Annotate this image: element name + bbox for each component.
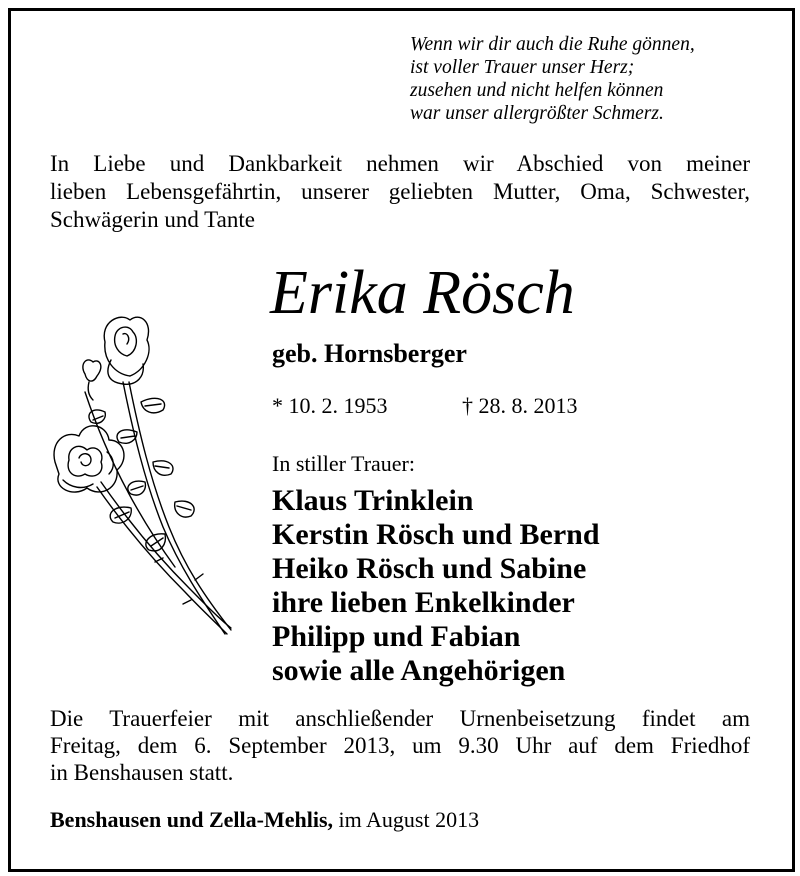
maiden-name: geb. Hornsberger: [272, 339, 467, 368]
mourner: Heiko Rösch und Sabine: [272, 552, 587, 585]
rose-icon: [45, 312, 235, 642]
poem-line: zusehen und nicht helfen können: [410, 80, 664, 101]
place-date-line: [50, 806, 479, 834]
poem-line: Wenn wir dir auch die Ruhe gönnen,: [410, 34, 695, 55]
mourner: ihre lieben Enkelkinder: [272, 586, 575, 619]
mourner: Kerstin Rösch und Bernd: [272, 518, 600, 551]
funeral-line: Freitag, dem 6. September 2013, um 9.30 Uhr auf dem Friedhof: [50, 733, 750, 758]
mourners-list: [272, 484, 600, 688]
intro-text: [50, 150, 750, 234]
death-date: † 28. 8. 2013: [462, 393, 578, 418]
mourner: sowie alle Angehörigen: [272, 654, 566, 687]
birth-date: * 10. 2. 1953: [272, 393, 388, 418]
funeral-line: in Benshausen statt.: [50, 760, 234, 785]
funeral-info: [50, 705, 750, 786]
place-towns: Benshausen und Zella-Mehlis,: [50, 807, 334, 832]
life-dates: [272, 392, 578, 420]
mourner: Klaus Trinklein: [272, 484, 474, 517]
mourner: Philipp und Fabian: [272, 620, 521, 653]
place-date: im August 2013: [333, 807, 480, 832]
poem-line: ist voller Trauer unser Herz;: [410, 57, 635, 78]
funeral-line: Die Trauerfeier mit anschließender Urnenbeisetzung findet am: [50, 706, 750, 731]
poem-line: war unser allergrößter Schmerz.: [410, 103, 664, 124]
intro-line: In Liebe und Dankbarkeit nehmen wir Abschied von meiner: [50, 151, 750, 176]
poem: [410, 33, 695, 125]
mourning-label: In stiller Trauer:: [272, 451, 415, 476]
deceased-name: Erika Rösch: [270, 259, 575, 327]
intro-line: lieben Lebensgefährtin, unserer geliebten Mutter, Oma, Schwester,: [50, 179, 750, 204]
intro-line: Schwägerin und Tante: [50, 207, 255, 232]
